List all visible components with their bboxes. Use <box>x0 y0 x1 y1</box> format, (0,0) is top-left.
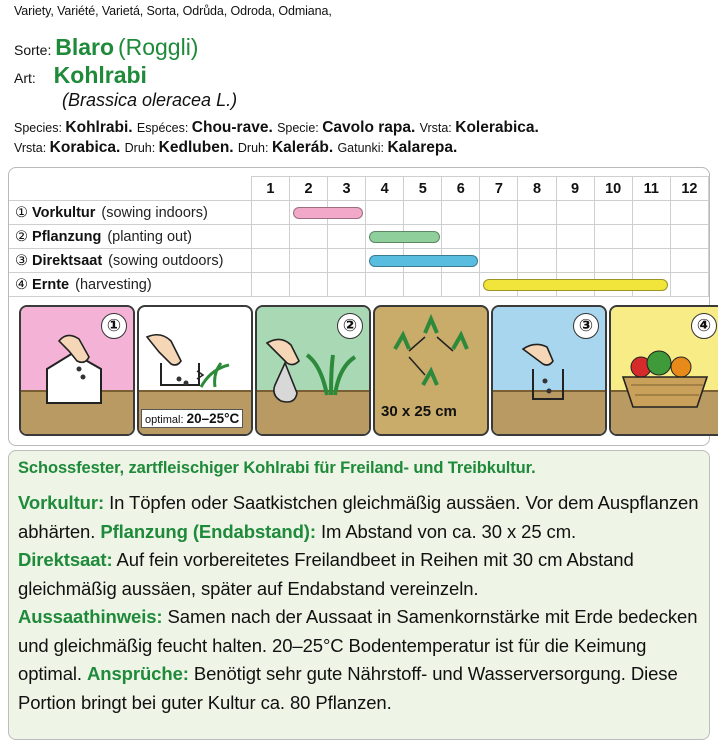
month-header: 3 <box>328 177 366 201</box>
species-translation-value: Kohlrabi. <box>65 119 137 136</box>
activity-name: Vorkultur <box>32 204 96 221</box>
instruction-keyword: Aussaathinweis: <box>18 606 163 627</box>
species-translation-label: Druh: <box>124 141 159 155</box>
description-title: Schossfester, zartfleischiger Kohlrabi für Freiland- und Treibkultur. <box>18 459 536 477</box>
panel-spacing <box>373 305 489 436</box>
step-number: ③ <box>15 252 33 269</box>
month-cell <box>518 273 556 297</box>
month-cell <box>404 225 442 249</box>
calendar-row-label <box>9 225 251 249</box>
variety-line: Variety, Variété, Varietá, Sorta, Odrůda, Odroda, Odmiana, <box>14 4 332 18</box>
month-cell <box>366 273 404 297</box>
month-cell <box>404 273 442 297</box>
month-cell <box>594 249 632 273</box>
instruction-text: Samen nach der Aussaat in Samenkornstärke mit Erde bedecken und gleichmäßig feucht halten. 20–25°C Bodentemperatur ist für die Keimung optimal. <box>18 606 698 684</box>
panel-harvesting <box>609 305 718 436</box>
art-label: Art: <box>14 70 36 86</box>
month-cell <box>404 201 442 225</box>
description-body <box>18 489 706 717</box>
calendar-row <box>9 273 709 297</box>
latin-name: (Brassica oleracea L.) <box>62 90 238 110</box>
month-cell <box>289 273 327 297</box>
month-header: 7 <box>480 177 518 201</box>
month-cell <box>289 249 327 273</box>
month-cell <box>251 249 289 273</box>
panel-planting-out <box>255 305 371 436</box>
species-translation-label: Vrsta: <box>419 121 456 135</box>
species-translation-value: Kalarepa. <box>387 139 458 156</box>
month-cell <box>480 225 518 249</box>
month-cell <box>556 225 594 249</box>
month-cell <box>251 225 289 249</box>
species-translation-label: Espéces: <box>136 121 192 135</box>
optimal-label-text: optimal: <box>145 414 184 426</box>
calendar-row-label <box>9 249 251 273</box>
activity-name: Ernte <box>32 276 70 293</box>
instruction-text: In Töpfen oder Saatkistchen gleichmäßig aussäen. Vor dem Auspflanzen abhärten. <box>18 492 699 542</box>
step-number-badge: ① <box>101 313 127 339</box>
month-cell <box>556 201 594 225</box>
month-cell <box>518 225 556 249</box>
instruction-text: Auf fein vorbereitetes Freilandbeet in Reihen mit 30 cm Abstand gleichmäßig aussäen, später auf Endabstand vereinzeln. <box>18 549 634 599</box>
sorte-label: Sorte: <box>14 42 52 58</box>
month-cell <box>556 273 594 297</box>
month-cell <box>289 201 327 225</box>
species-translation-label: Gatunki: <box>337 141 388 155</box>
calendar-row <box>9 225 709 249</box>
month-cell <box>632 249 670 273</box>
optimal-temperature-label <box>141 409 243 428</box>
variety-breeder: (Roggli) <box>117 34 199 60</box>
species-translation-label: Species: <box>14 121 66 135</box>
species-translation-value: Kaleráb. <box>271 139 338 156</box>
month-cell <box>480 201 518 225</box>
month-cell <box>556 249 594 273</box>
instruction-text: Benötigt sehr gute Nährstoff- und Wasserversorgung. Diese Portion bringt bei guter Kultur ca. 80 Pflanzen. <box>18 663 678 713</box>
month-cell <box>670 249 708 273</box>
sorte-row <box>14 34 198 61</box>
month-cell <box>670 201 708 225</box>
month-cell <box>442 201 480 225</box>
month-cell <box>594 225 632 249</box>
calendar-corner <box>9 177 251 201</box>
month-header: 1 <box>251 177 289 201</box>
month-cell <box>632 225 670 249</box>
month-cell <box>442 273 480 297</box>
activity-translation: (sowing outdoors) <box>108 252 224 269</box>
activity-name: Direktsaat <box>32 252 103 269</box>
description-box <box>8 450 710 740</box>
step-number-badge: ④ <box>691 313 717 339</box>
step-number-badge: ③ <box>573 313 599 339</box>
calendar-row <box>9 249 709 273</box>
month-cell <box>328 273 366 297</box>
month-header: 11 <box>632 177 670 201</box>
calendar-row <box>9 201 709 225</box>
calendar-row-label <box>9 201 251 225</box>
instruction-keyword: Pflanzung (Endabstand): <box>100 520 316 542</box>
month-cell <box>518 249 556 273</box>
month-header: 2 <box>289 177 327 201</box>
month-cell <box>366 201 404 225</box>
step-number: ② <box>15 228 33 245</box>
species-translation-value: Cavolo rapa. <box>322 119 420 136</box>
month-cell <box>366 225 404 249</box>
optimal-temperature-value: 20–25°C <box>186 411 240 426</box>
bottom-strip <box>0 742 718 750</box>
month-cell <box>328 201 366 225</box>
month-cell <box>289 225 327 249</box>
instruction-keyword: Direktsaat: <box>18 549 113 570</box>
activity-name: Pflanzung <box>32 228 102 245</box>
step-number: ① <box>15 204 33 221</box>
month-cell <box>594 201 632 225</box>
sowing-calendar <box>8 167 710 446</box>
species-translation-value: Kedluben. <box>158 139 238 156</box>
month-cell <box>442 225 480 249</box>
month-cell <box>366 249 404 273</box>
month-header: 8 <box>518 177 556 201</box>
month-header: 5 <box>404 177 442 201</box>
month-cell <box>251 273 289 297</box>
month-cell <box>518 201 556 225</box>
month-cell <box>442 249 480 273</box>
month-cell <box>632 201 670 225</box>
panel-direct-sowing <box>491 305 607 436</box>
instruction-keyword: Vorkultur: <box>18 492 105 513</box>
activity-translation: (harvesting) <box>75 276 152 293</box>
month-cell <box>404 249 442 273</box>
instruction-keyword: Ansprüche: <box>87 663 189 684</box>
species-translation-value: Korabica. <box>49 139 125 156</box>
panel-sowing-indoors <box>19 305 135 436</box>
month-cell <box>480 273 518 297</box>
month-cell <box>328 249 366 273</box>
month-header: 9 <box>556 177 594 201</box>
instruction-text: Im Abstand von ca. 30 x 25 cm. <box>315 520 577 542</box>
species-translations <box>14 118 539 158</box>
step-number: ④ <box>15 276 33 293</box>
month-header: 10 <box>594 177 632 201</box>
month-cell <box>328 225 366 249</box>
species-translation-value: Kolerabica. <box>455 119 539 136</box>
plant-spacing-value: 30 x 25 cm <box>381 403 457 420</box>
month-header: 4 <box>366 177 404 201</box>
species-translation-value: Chou-rave. <box>191 119 278 136</box>
panel-germination <box>137 305 253 436</box>
month-cell <box>480 249 518 273</box>
month-cell <box>670 273 708 297</box>
activity-translation: (planting out) <box>107 228 192 245</box>
species-translation-label: Vrsta: <box>14 141 50 155</box>
month-header: 12 <box>670 177 708 201</box>
step-number-badge: ② <box>337 313 363 339</box>
calendar-row-label <box>9 273 251 297</box>
activity-translation: (sowing indoors) <box>101 204 208 221</box>
species-name: Kohlrabi <box>53 62 147 88</box>
month-cell <box>670 225 708 249</box>
species-translation-label: Specie: <box>277 121 323 135</box>
month-cell <box>594 273 632 297</box>
calendar-table <box>9 176 709 297</box>
month-header: 6 <box>442 177 480 201</box>
variety-name: Blaro <box>55 34 115 60</box>
art-row <box>14 62 147 89</box>
month-cell <box>251 201 289 225</box>
month-cell <box>632 273 670 297</box>
species-translation-label: Druh: <box>237 141 272 155</box>
